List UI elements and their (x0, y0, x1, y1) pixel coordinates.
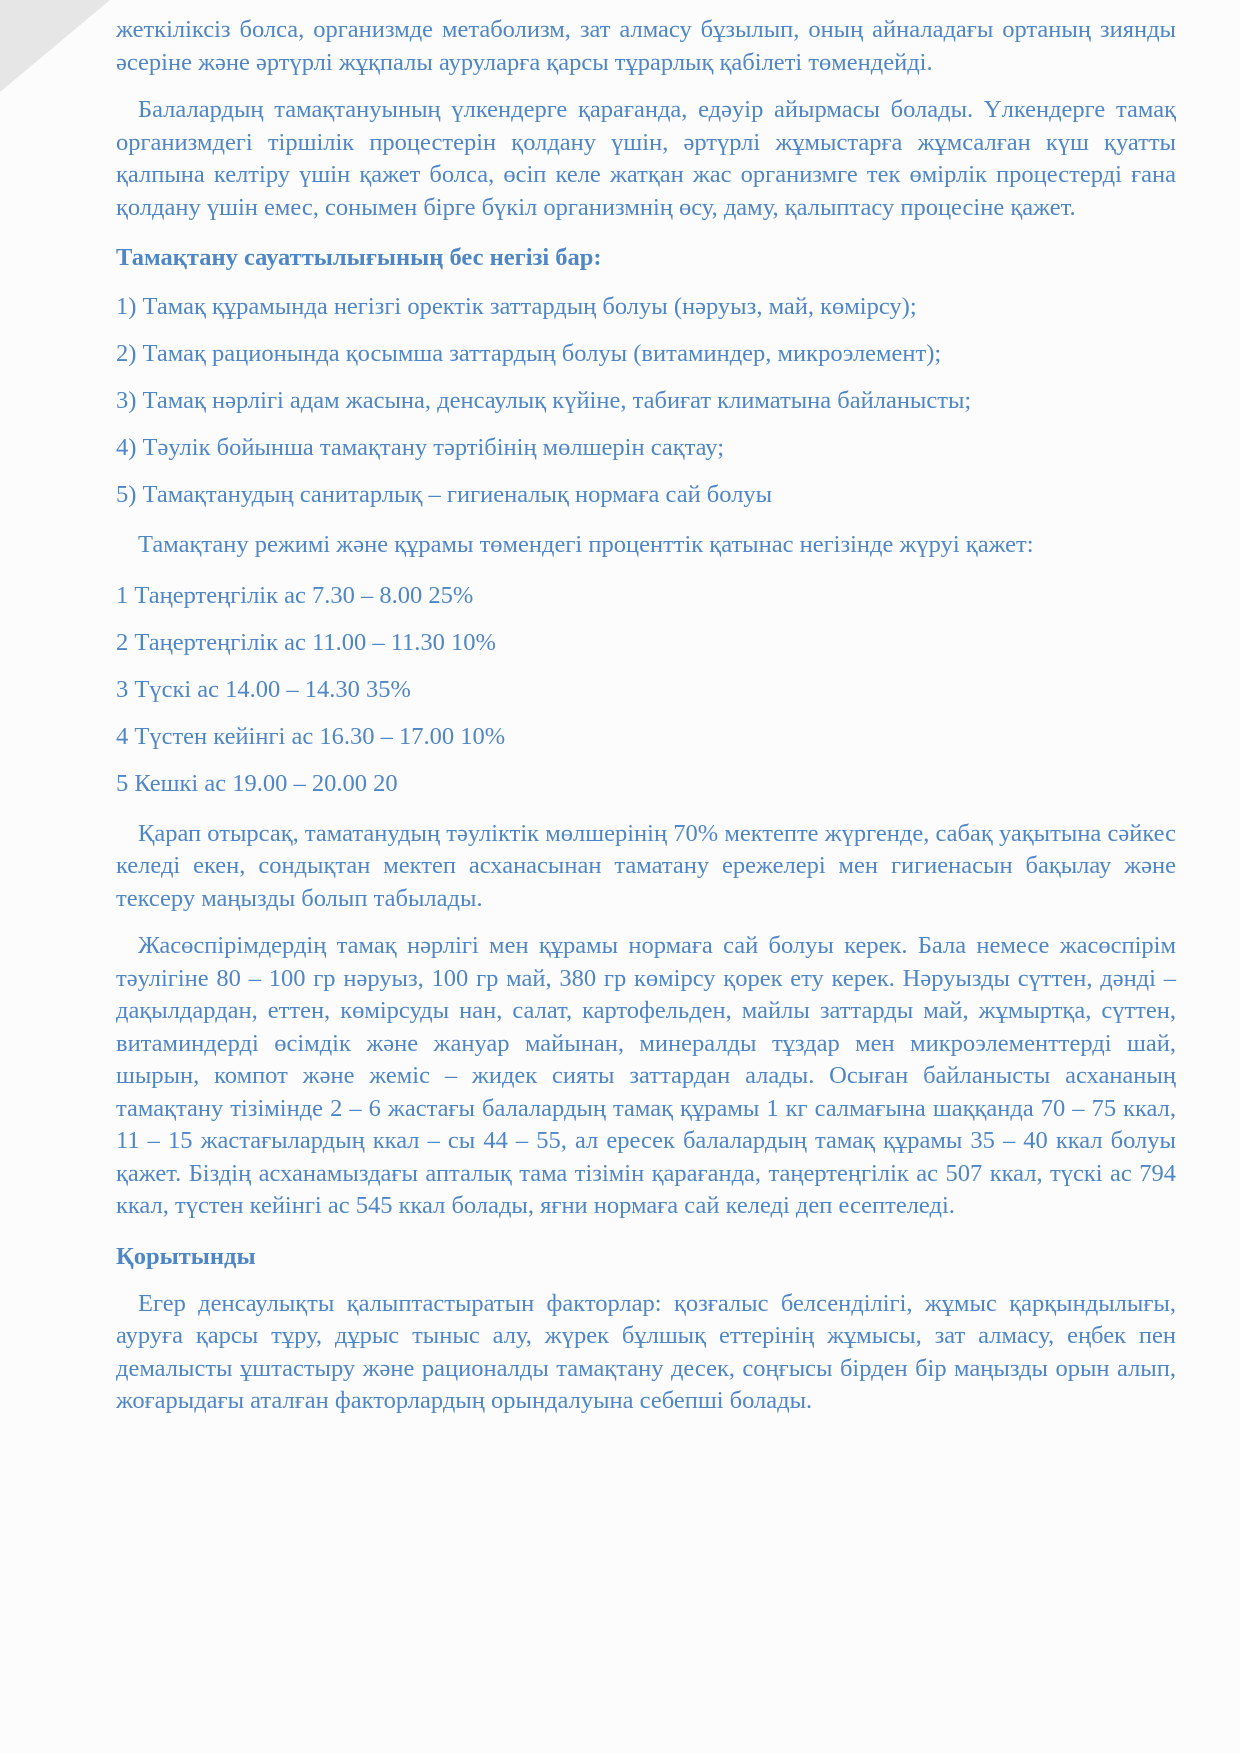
paragraph-teen-nutrition: Жасөспірімдердің тамақ нәрлігі мен құрамы нормаға сай болуы керек. Бала немесе жасөспірім тәулігіне 80 – 100 гр нәруыз, 100 гр май, 380 гр көмірсу қорек ету керек. Нәруызды сүттен, дәнді – дақылдардан, еттен, көмірсуды нан, салат, картофельден, майлы заттарды май, жұмыртқа, сүттен, витаминдерді өсімдік және жануар майынан, минералды тұздар мен микроэлементтерді шай, шырын, компот және жеміс – жидек сияты заттардан алады. Осыған байланысты асхананың тамақтану тізімінде 2 – 6 жастағы балалардың тамақ құрамы 1 кг салмағына шаққанда 70 – 75 ккал, 11 – 15 жастағылардың ккал – сы 44 – 55, ал ересек балалардың тамақ құрамы 35 – 40 ккал болуы қажет. Біздің асханамыздағы апталық тама тізімін қарағанда, таңертеңгілік ас 507 ккал, түскі ас 794 ккал, түстен кейінгі ас 545 ккал болады, яғни нормаға сай келеді деп есептеледі. (116, 932, 1176, 1219)
page-corner-fold (0, 0, 110, 92)
heading-nutrition-principles: Тамақтану сауаттылығының бес негізі бар: (116, 244, 602, 271)
principle-item: 5) Тамақтанудың санитарлық – гигиеналық нормаға сай болуы (116, 481, 773, 508)
principle-item: 2) Тамақ рационында қосымша заттардың болуы (витаминдер, микроэлемент); (116, 340, 942, 367)
paragraph-intro-continuation: жеткіліксіз болса, организмде метаболизм, зат алмасу бұзылып, оның айналадағы ортаның зиянды әсеріне және әртүрлі жұқпалы ауруларға қарсы тұрарлық қабілеті төмендейді. (116, 16, 1176, 76)
principle-item: 1) Тамақ құрамында негізгі оректік заттардың болуы (нәруыз, май, көмірсу); (116, 293, 917, 320)
principle-item: 3) Тамақ нәрлігі адам жасына, денсаулық күйіне, табиғат климатына байланысты; (116, 387, 972, 414)
paragraph-meal-regime: Тамақтану режимі және құрамы төмендегі проценттік қатынас негізінде жүруі қажет: (138, 531, 1034, 558)
paragraph-school-canteen: Қарап отырсақ, таматанудың тәуліктік мөлшерінің 70% мектепте жүргенде, сабақ уақытына сәйкес келеді екен, сондықтан мектеп асханасынан таматану ережелері мен гигиенасын бақылау және тексеру маңызды болып табылады. (116, 819, 1176, 912)
schedule-item: 5 Кешкі ас 19.00 – 20.00 20 (116, 769, 398, 797)
heading-conclusion: Қорытынды (116, 1242, 256, 1270)
schedule-item: 4 Түстен кейінгі ас 16.30 – 17.00 10% (116, 722, 506, 750)
paragraph-children-nutrition: Балалардың тамақтануының үлкендерге қарағанда, едәуір айырмасы болады. Үлкендерге тамақ организмдегі тіршілік процестерін қолдану үшін, әртүрлі жұмыстарға жұмсалған күш қуатты қалпына келтіру үшін қажет болса, өсіп келе жатқан жас организмге тек өмірлік процестерді ғана қолдану үшін емес, сонымен бірге бүкіл организмнің өсу, даму, қалыптасу процесіне қажет. (116, 96, 1176, 221)
document-page (116, 14, 1176, 1418)
schedule-item: 1 Таңертеңгілік ас 7.30 – 8.00 25% (116, 581, 474, 609)
principle-item: 4) Тәулік бойынша тамақтану тәртібінің мөлшерін сақтау; (116, 434, 725, 461)
paragraph-conclusion: Егер денсаулықты қалыптастыратын факторлар: қозғалыс белсенділігі, жұмыс қарқындылығы, ауруға қарсы тұру, дұрыс тыныс алу, жүрек бұлшық еттерінің жұмысы, зат алмасу, еңбек пен демалысты ұштастыру және рационалды тамақтану десек, соңғысы бірден бір маңызды орын алып, жоғарыдағы аталған факторлардың орындалуына себепші болады. (116, 1289, 1176, 1414)
schedule-item: 2 Таңертеңгілік ас 11.00 – 11.30 10% (116, 628, 496, 656)
schedule-item: 3 Түскі ас 14.00 – 14.30 35% (116, 675, 411, 703)
